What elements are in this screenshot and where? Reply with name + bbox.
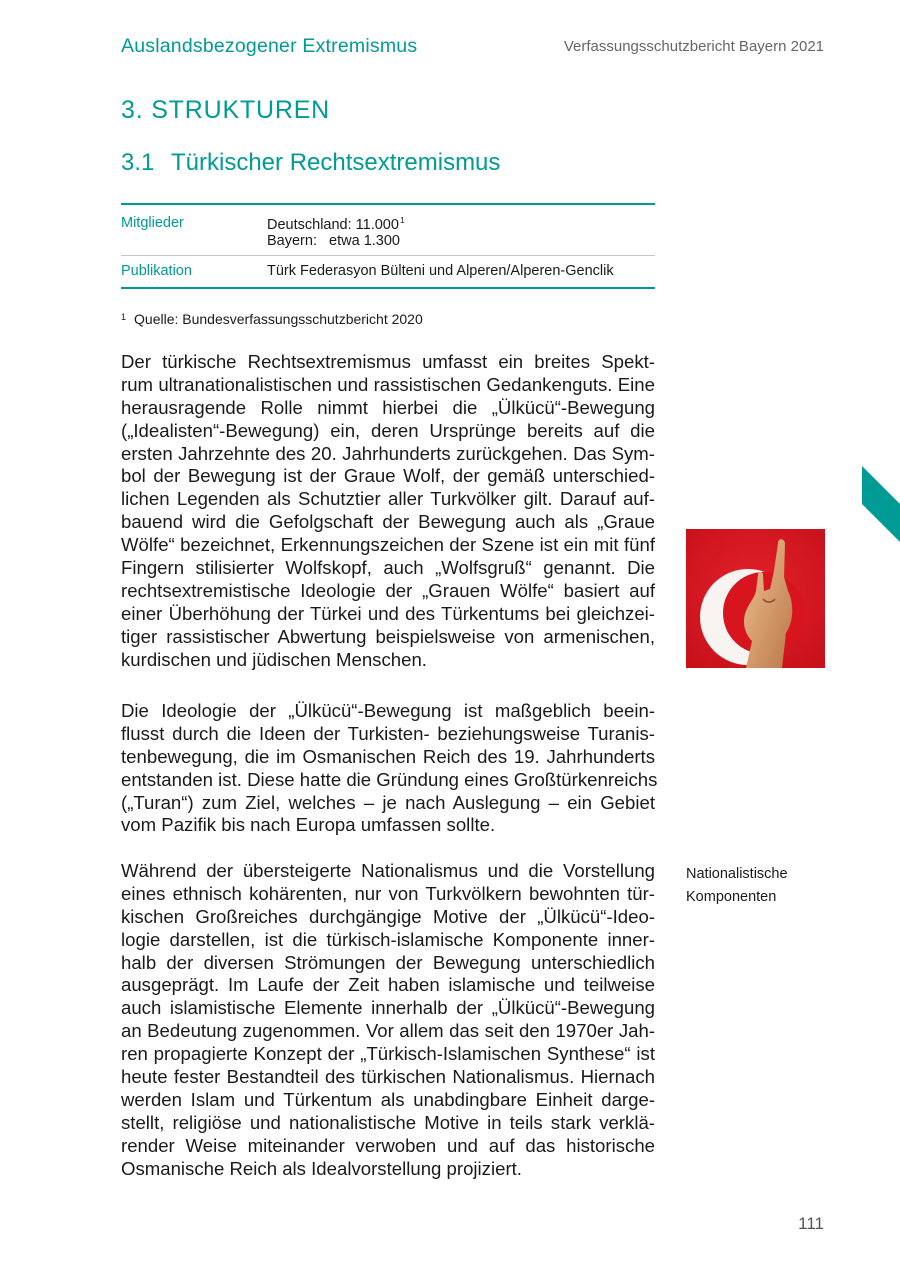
- paragraph-line: vom Pazifik bis nach Europa umfassen sollte.: [121, 814, 496, 836]
- paragraph-line: ren propagierte Konzept der „Türkisch-Islamischen Synthese“ ist: [121, 1043, 655, 1065]
- section-number: 3.1: [121, 149, 155, 176]
- paragraph-line: eines ethnisch kohärenten, nur von Turkvölkern bewohnten tür-: [121, 882, 655, 904]
- chapter-tab-marker: [862, 466, 900, 542]
- paragraph-line: halb der diversen Strömungen der Bewegung unterschiedlich: [121, 951, 655, 973]
- members-bavaria: Bayern: etwa 1.300: [267, 233, 400, 249]
- paragraph-1: [121, 351, 655, 671]
- publication-value: Türk Federasyon Bülteni und Alperen/Alperen-Genclik: [267, 263, 614, 279]
- paragraph-line: rechtsextremistische Ideologie der „Grauen Wölfe“ basiert auf: [121, 579, 655, 601]
- publication-label: Publikation: [121, 263, 192, 279]
- paragraph-line: kischen Großreiches durchgängige Motive der „Ülkücü“-Ideo-: [121, 905, 655, 927]
- table-row-publication: [121, 256, 655, 287]
- paragraph-3: [121, 860, 655, 1180]
- paragraph-line: ersten Jahrzehnte des 20. Jahrhunderts zurückgehen. Das Sym-: [121, 442, 655, 464]
- paragraph-line: Der türkische Rechtsextremismus umfasst ein breites Spekt-: [121, 351, 655, 372]
- paragraph-line: („Turan“) zum Ziel, welches – je nach Auslegung – ein Gebiet: [121, 791, 655, 813]
- paragraph-2: [121, 700, 658, 837]
- paragraph-line: stellt, religiöse und nationalistische Motive in teils stark verklä-: [121, 1111, 655, 1133]
- chapter-heading: 3. STRUKTUREN: [121, 96, 331, 124]
- running-header-report: Verfassungsschutzbericht Bayern 2021: [563, 38, 824, 55]
- paragraph-line: bol der Bewegung ist der Graue Wolf, der gemäß unterschied-: [121, 465, 655, 487]
- paragraph-line: render Weise miteinander verwoben und auf das historische: [121, 1134, 655, 1156]
- paragraph-line: tiger rassistischer Abwertung beispielsweise von armenischen,: [121, 625, 655, 647]
- facts-table: [121, 203, 655, 289]
- paragraph-line: Während der übersteigerte Nationalismus und die Vorstellung: [121, 860, 655, 881]
- paragraph-line: Fingern stilisierter Wolfskopf, auch „Wolfsgruß“ genannt. Die: [121, 557, 655, 579]
- section-heading: [121, 149, 500, 177]
- members-germany: [267, 215, 405, 233]
- wolf-salute-photo: [686, 529, 825, 668]
- paragraph-line: bauend wird die Gefolgschaft der Bewegung auch als „Graue: [121, 511, 655, 533]
- paragraph-line: tenbewegung, die im Osmanischen Reich des 19. Jahrhunderts: [121, 745, 655, 767]
- paragraph-line: kurdischen und jüdischen Menschen.: [121, 648, 427, 670]
- members-label: Mitglieder: [121, 215, 184, 231]
- running-header-section: Auslandsbezogener Extremismus: [121, 35, 418, 57]
- section-title: Türkischer Rechtsextremismus: [171, 149, 501, 176]
- members-germany-value: Deutschland: 11.000: [267, 217, 399, 233]
- table-bottom-rule: [121, 287, 655, 289]
- footnote-text: Quelle: Bundesverfassungsschutzbericht 2020: [134, 311, 423, 327]
- paragraph-line: Osmanische Reich als Idealvorstellung projiziert.: [121, 1157, 522, 1179]
- paragraph-line: auch islamistische Elemente innerhalb der „Ülkücü“-Bewegung: [121, 997, 655, 1019]
- paragraph-line: herausragende Rolle nimmt hierbei die „Ülkücü“-Bewegung: [121, 396, 655, 418]
- footnote-mark: 1: [121, 312, 127, 322]
- paragraph-line: flusst durch die Ideen der Turkisten- beziehungsweise Turanis-: [121, 722, 655, 744]
- paragraph-line: werden Islam und Türkentum als unabdingbare Einheit darge-: [121, 1088, 655, 1110]
- paragraph-line: heute fester Bestandteil des türkischen Nationalismus. Hiernach: [121, 1066, 655, 1088]
- paragraph-line: entstanden ist. Diese hatte die Gründung eines Großtürkenreichs: [121, 768, 658, 790]
- paragraph-line: („Idealisten“-Bewegung) ein, deren Ursprünge bereits auf die: [121, 419, 655, 441]
- margin-note-line-1: Nationalistische: [686, 866, 788, 882]
- footnote-reference[interactable]: 1: [399, 215, 405, 225]
- paragraph-line: Die Ideologie der „Ülkücü“-Bewegung ist maßgeblich beein-: [121, 700, 655, 721]
- paragraph-line: Wölfe“ bezeichnet, Erkennungszeichen der Szene ist ein mit fünf: [121, 534, 655, 556]
- paragraph-line: einer Überhöhung der Türkei und des Türkentums bei gleichzei-: [121, 602, 655, 624]
- page-number: 111: [798, 1214, 824, 1233]
- footnote: [121, 311, 423, 327]
- paragraph-line: an Bedeutung zugenommen. Vor allem das seit den 1970er Jah-: [121, 1020, 655, 1042]
- paragraph-line: ausgeprägt. Im Laufe der Zeit haben islamische und teilweise: [121, 974, 655, 996]
- paragraph-line: logie darstellen, ist die türkisch-islamische Komponente inner-: [121, 928, 655, 950]
- margin-note-line-2: Komponenten: [686, 889, 777, 905]
- paragraph-line: lichen Legenden als Schutztier aller Turkvölker gilt. Darauf auf-: [121, 488, 655, 510]
- table-row-members: [121, 205, 655, 255]
- paragraph-line: rum ultranationalistischen und rassistischen Gedankenguts. Eine: [121, 373, 655, 395]
- margin-note: [686, 863, 788, 909]
